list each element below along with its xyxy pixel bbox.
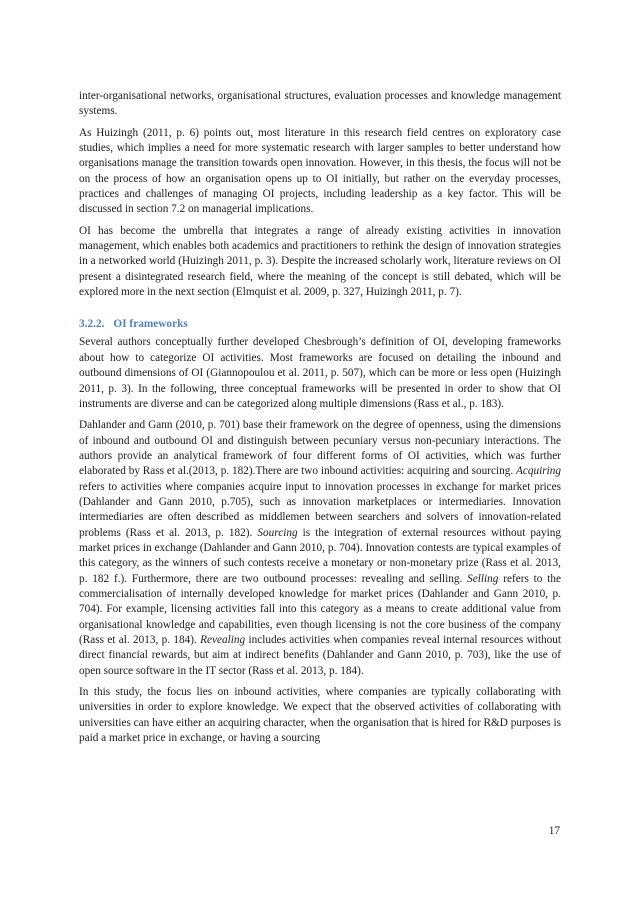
text-run: refers to activities where companies acquire input to innovation processes in exchange for market prices (Dahlander and Gann 2010, p.705), such as innovation marketplaces or intermediaries. Innovation intermediaries are often described as middlemen between searchers and solvers of innovation-related problems (Rass et al. 2013, p. 182). [79,480,561,539]
text-run: refers to the commercialisation of internally developed knowledge for market prices (Dahlander and Gann 2010, p. 704). For example, licensing activities fall into this category as a means to create additional value from organisational knowledge and capabilities, even though licensing is not the core business of the company (Rass et al. 2013, p. 184). [79,572,561,646]
section-heading [79,317,561,332]
term-revealing: Revealing [200,634,246,646]
paragraph-huizingh: As Huizingh (2011, p. 6) points out, most literature in this research field centres on exploratory case studies, which implies a need for more systematic research with larger samples to better understand how organisations manage the transition towards open innovation. However, in this thesis, the focus will not be on the process of how an organisation opens up to OI initially, but rather on the everyday processes, practices and challenges of managing OI projects, including leadership as a key factor. This will be discussed in section 7.2 on managerial implications. [79,126,561,216]
paragraph-this-study: In this study, the focus lies on inbound activities, where companies are typically collaborating with universities in order to explore knowledge. We expect that the observed activities of collaborating with universities can have either an acquiring character, when the organisation that is hired for R&D purposes is paid a market price in exchange, or having a sourcing [79,686,562,745]
paragraph-frameworks: Several authors conceptually further developed Chesbrough’s definition of OI, developing frameworks about how to categorize OI activities. Most frameworks are focused on detailing the inbound and outbound dimensions of OI (Giannopoulou et al. 2011, p. 507), which can be more or less open (Huizingh 2011, p. 3). In the following, three conceptual frameworks will be presented in order to show that OI instruments are diverse and can be categorized along multiple dimensions (Rass et al., p. 183). [79,336,561,410]
term-sourcing: Sourcing [257,526,298,539]
text-run: Dahlander and Gann (2010, p. 701) base their framework on the degree of openness, using the dimensions of inbound and outbound OI and distinguish between pecuniary versus non-pecuniary interactions. The authors provide an analytical framework of four different forms of OI activities, which was further elaborated by Rass et al.(2013, p. 182).There are two inbound activities: acquiring and sourcing. [79,419,561,478]
page-number: 17 [548,825,560,837]
paragraph-dahlander-gann [79,418,561,679]
paragraph-continuation: inter-organisational networks, organisational structures, evaluation processes and knowledge management systems. [79,90,561,118]
text-run: is the integration of external resources without paying market prices in exchange (Dahlander and Gann 2010, p. 704). Innovation contests are typical examples of this category, as the winners of such contests receive a monetary or non-monetary prize (Rass et al. 2013, p. 182 f.). Furthermore, there are two outbound processes: revealing and selling. [79,526,561,585]
body-text [79,89,561,752]
term-acquiring: Acquiring [516,465,561,478]
term-selling: Selling [467,572,499,585]
section-number: 3.2.2. [79,318,105,331]
section-title: OI frameworks [113,318,188,331]
paragraph-umbrella: OI has become the umbrella that integrates a range of already existing activities in innovation management, which enables both academics and practitioners to rethink the design of innovation strategies in a networked world (Huizingh 2011, p. 3). Despite the increased scholarly work, literature reviews on OI present a disintegrated research field, where the meaning of the concept is still debated, which will be explored more in the next section (Elmquist et al. 2009, p. 327, Huizingh 2011, p. 7). [79,224,561,299]
text-run: includes activities when companies reveal internal resources without direct financial rewards, but aim at indirect benefits (Dahlander and Gann 2010, p. 703), like the use of open source software in the IT sector (Rass et al. 2013, p. 184). [79,634,561,677]
